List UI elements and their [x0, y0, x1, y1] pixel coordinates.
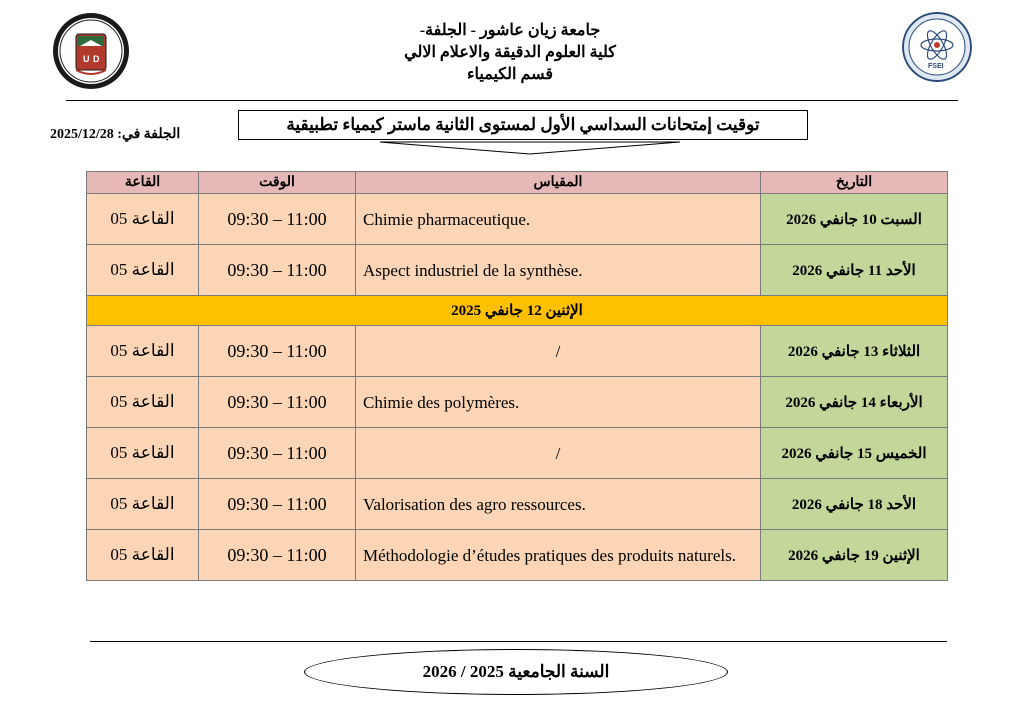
time-cell: 09:30 – 11:00	[199, 530, 356, 581]
header-room: القاعة	[87, 172, 199, 194]
room-cell: القاعة 05	[87, 245, 199, 296]
department-name: قسم الكيمياء	[466, 66, 554, 83]
table-row	[87, 377, 948, 428]
holiday-row	[87, 296, 948, 326]
module-cell: Valorisation des agro ressources.	[356, 479, 761, 530]
room-cell: القاعة 05	[87, 479, 199, 530]
module-cell: Chimie pharmaceutique.	[356, 194, 761, 245]
module-cell: /	[356, 428, 761, 479]
time-cell: 09:30 – 11:00	[199, 326, 356, 377]
table-row	[87, 530, 948, 581]
time-cell: 09:30 – 11:00	[199, 479, 356, 530]
header-time: الوقت	[199, 172, 356, 194]
room-cell: القاعة 05	[87, 326, 199, 377]
page-title: توقيت إمتحانات السداسي الأول لمستوى الثانية ماستر كيمياء تطبيقية	[238, 110, 808, 140]
svg-text:U: U	[83, 54, 90, 64]
table-row	[87, 479, 948, 530]
module-cell: /	[356, 326, 761, 377]
institution-header	[360, 20, 660, 86]
date-cell: الأربعاء 14 جانفي 2026	[761, 377, 948, 428]
time-cell: 09:30 – 11:00	[199, 377, 356, 428]
room-cell: القاعة 05	[87, 428, 199, 479]
date-cell: الإثنين 19 جانفي 2026	[761, 530, 948, 581]
date-cell: الأحد 18 جانفي 2026	[761, 479, 948, 530]
svg-text:FSEI: FSEI	[928, 63, 944, 70]
date-cell: السبت 10 جانفي 2026	[761, 194, 948, 245]
module-cell: Chimie des polymères.	[356, 377, 761, 428]
header-date: التاريخ	[761, 172, 948, 194]
date-cell: الخميس 15 جانفي 2026	[761, 428, 948, 479]
room-cell: القاعة 05	[87, 530, 199, 581]
time-cell: 09:30 – 11:00	[199, 245, 356, 296]
header-divider	[66, 100, 958, 101]
room-cell: القاعة 05	[87, 377, 199, 428]
footer-divider	[90, 641, 947, 642]
table-header-row	[87, 172, 948, 194]
title-arrow-icon	[380, 140, 680, 156]
time-cell: 09:30 – 11:00	[199, 428, 356, 479]
table-row	[87, 428, 948, 479]
header-module: المقياس	[356, 172, 761, 194]
faculty-chemistry-logo-icon	[902, 12, 972, 82]
module-cell: Méthodologie d’études pratiques des produits naturels.	[356, 530, 761, 581]
time-cell: 09:30 – 11:00	[199, 194, 356, 245]
faculty-name: كلية العلوم الدقيقة والاعلام الالي	[404, 44, 616, 61]
room-cell: القاعة 05	[87, 194, 199, 245]
table-row	[87, 326, 948, 377]
table-row	[87, 194, 948, 245]
module-cell: Aspect industriel de la synthèse.	[356, 245, 761, 296]
svg-text:D: D	[93, 54, 100, 64]
table-row	[87, 245, 948, 296]
exam-schedule-table	[86, 171, 948, 581]
holiday-cell: الإثنين 12 جانفي 2025	[87, 296, 948, 326]
date-cell: الثلاثاء 13 جانفي 2026	[761, 326, 948, 377]
university-name: جامعة زيان عاشور - الجلفة-	[419, 22, 601, 39]
academic-year-badge: السنة الجامعية 2025 / 2026	[304, 649, 728, 695]
date-cell: الأحد 11 جانفي 2026	[761, 245, 948, 296]
university-seal-icon	[52, 12, 130, 90]
issue-date: الجلفة في: 2025/12/28	[50, 127, 181, 142]
